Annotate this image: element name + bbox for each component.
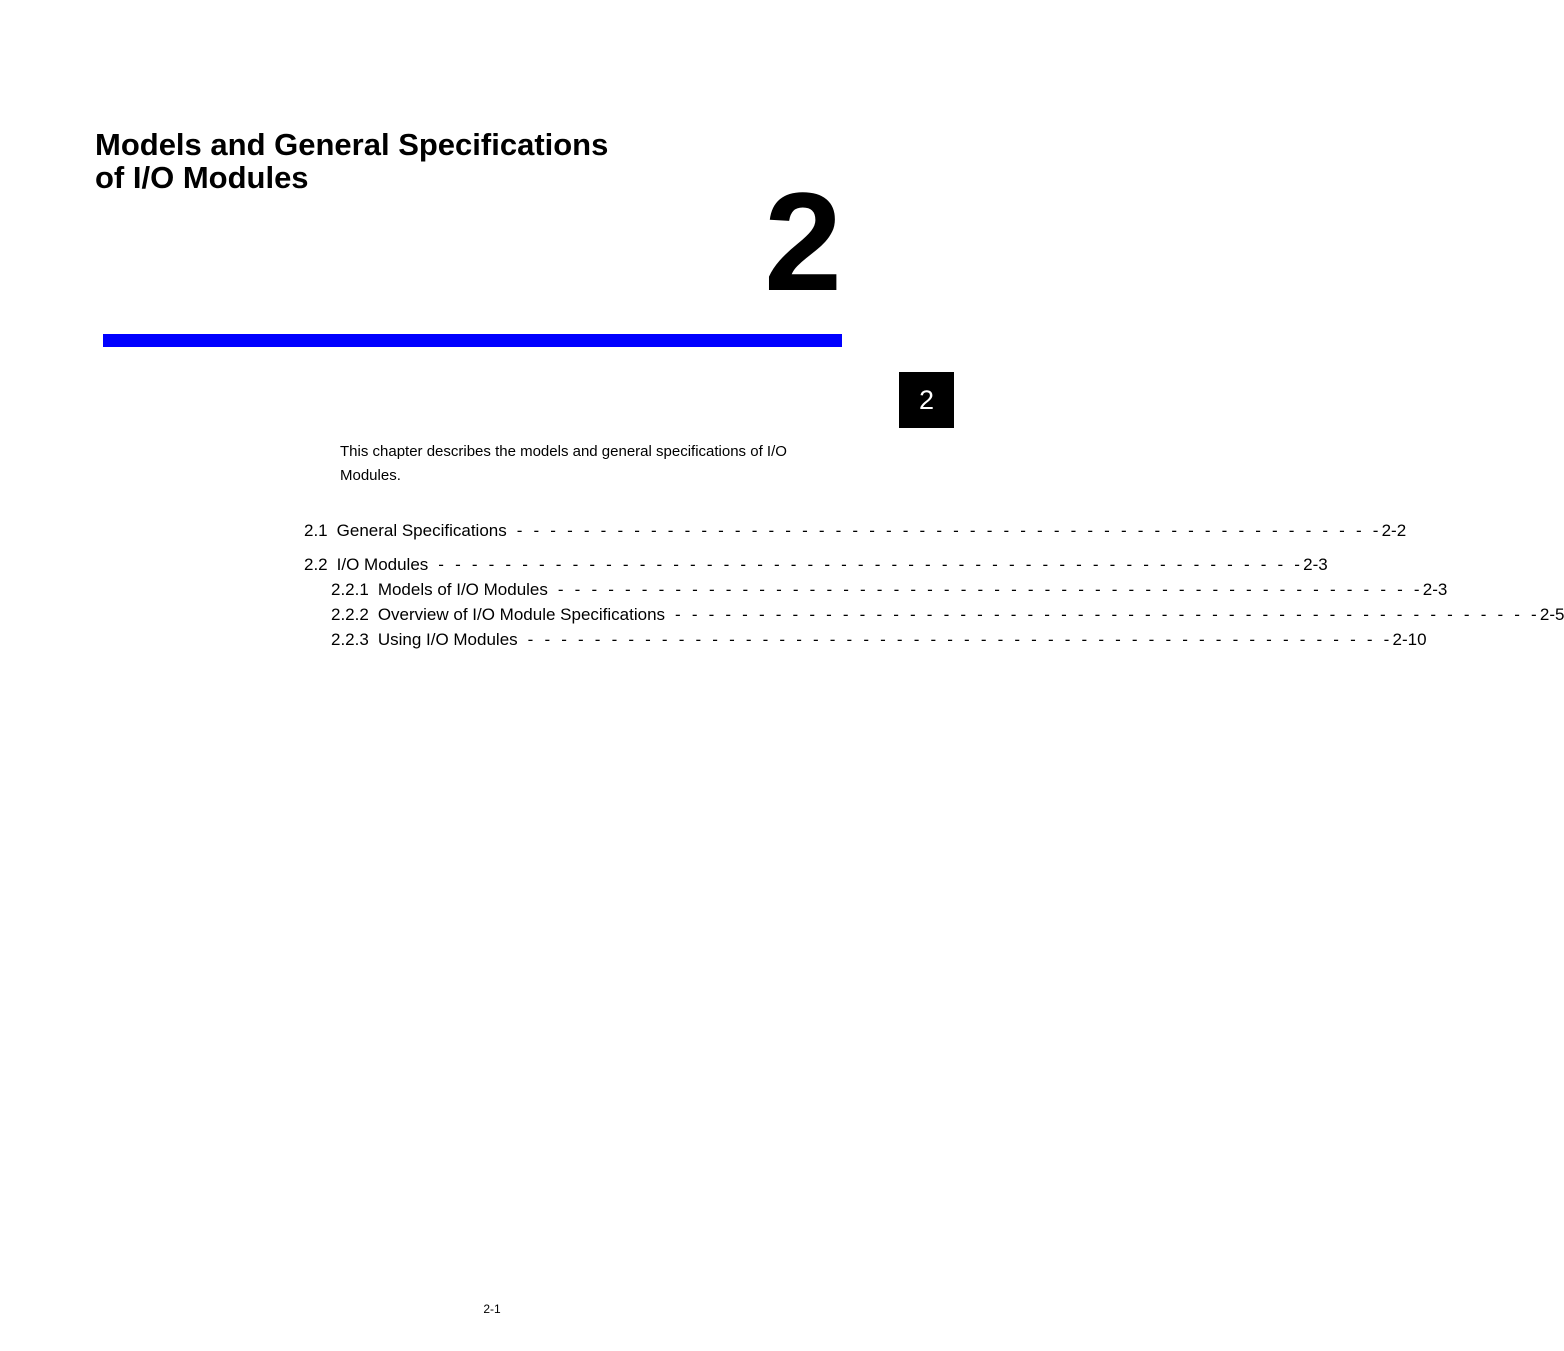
toc-leader: - - - - - - - - - - - - - - - - - - - - - - - - - - - - - - - - - - - - - - - - - - - - - - - - - - - - <box>675 605 1540 624</box>
chapter-title <box>95 128 608 194</box>
toc-number: 2.2.1 <box>331 580 369 599</box>
toc-number: 2.2 <box>304 555 328 574</box>
toc-page: 2-3 <box>1303 555 1328 574</box>
chapter-title-line-2: of I/O Modules <box>95 160 309 195</box>
toc-leader: - - - - - - - - - - - - - - - - - - - - - - - - - - - - - - - - - - - - - - - - - - - - - - - - - - - - <box>516 521 1382 540</box>
toc-entry-2-2-1[interactable] <box>304 577 1448 602</box>
toc-entry-2-2-2[interactable] <box>304 602 1564 627</box>
toc-page: 2-10 <box>1392 630 1427 649</box>
toc-number: 2.1 <box>304 521 328 540</box>
chapter-number: 2 <box>764 163 842 320</box>
toc-page: 2-5 <box>1539 605 1564 624</box>
toc-leader: - - - - - - - - - - - - - - - - - - - - - - - - - - - - - - - - - - - - - - - - - - - - - - - - - - - - <box>527 630 1393 649</box>
toc-leader: - - - - - - - - - - - - - - - - - - - - - - - - - - - - - - - - - - - - - - - - - - - - - - - - - - - - <box>438 555 1304 574</box>
chapter-thumb-tab: 2 <box>899 372 954 428</box>
toc-title: General Specifications <box>336 521 507 540</box>
toc-page: 2-3 <box>1422 580 1448 599</box>
toc-title: I/O Modules <box>336 555 429 574</box>
chapter-intro: This chapter describes the models and general specifications of I/O Modules. <box>340 443 787 484</box>
toc-title: Using I/O Modules <box>377 630 518 649</box>
toc-title: Models of I/O Modules <box>377 580 548 599</box>
page-number: 2-1 <box>483 1302 501 1316</box>
toc-entry-2-1[interactable] <box>304 518 1407 543</box>
chapter-title-line-1: Models and General Specifications <box>95 127 609 162</box>
toc-leader: - - - - - - - - - - - - - - - - - - - - - - - - - - - - - - - - - - - - - - - - - - - - - - - - - - - - <box>557 580 1423 599</box>
toc-number: 2.2.2 <box>331 605 369 624</box>
toc-title: Overview of I/O Module Specifications <box>377 605 666 624</box>
chapter-divider <box>103 334 842 347</box>
toc-page: 2-2 <box>1381 521 1407 540</box>
toc-entry-2-2-3[interactable] <box>304 627 1427 652</box>
table-of-contents <box>304 518 1564 652</box>
toc-number: 2.2.3 <box>331 630 369 649</box>
toc-entry-2-2[interactable] <box>304 552 1328 577</box>
